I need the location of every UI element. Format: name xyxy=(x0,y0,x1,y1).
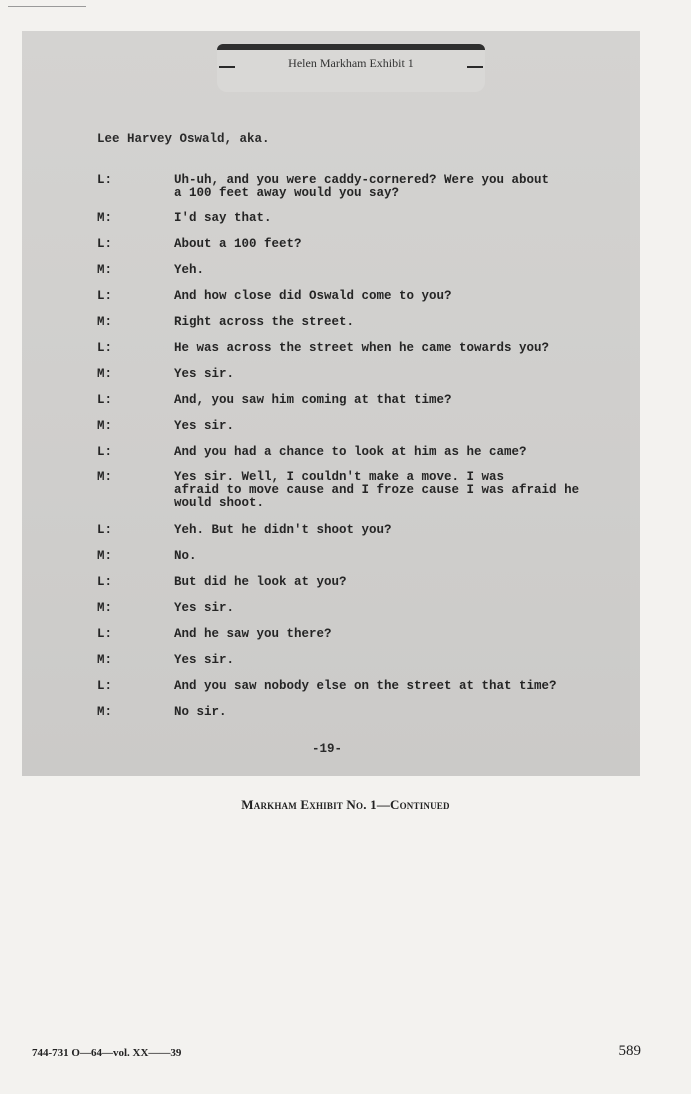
transcript-line: And he saw you there? xyxy=(174,627,332,641)
speaker-label: L: xyxy=(97,445,113,459)
transcript-line: Yes sir. xyxy=(174,601,235,615)
speaker-label: M: xyxy=(97,549,113,563)
speaker-label: M: xyxy=(97,263,113,277)
transcript-line: And you saw nobody else on the street at that time? xyxy=(174,679,557,693)
speaker-label: M: xyxy=(97,601,113,615)
transcript-line: Yes sir. Well, I couldn't make a move. I was afraid to move cause and I froze cause I was afraid he would shoot. xyxy=(174,470,580,510)
speaker-label: L: xyxy=(97,341,113,355)
speaker-label: M: xyxy=(97,653,113,667)
transcript-line: Yes sir. xyxy=(174,653,235,667)
transcript-line: And how close did Oswald come to you? xyxy=(174,289,452,303)
speaker-label: M: xyxy=(97,367,113,381)
exhibit-tab-border xyxy=(217,44,485,50)
transcript-line: Yeh. xyxy=(174,263,205,277)
document-page-number: -19- xyxy=(312,742,343,756)
transcript-line: He was across the street when he came towards you? xyxy=(174,341,550,355)
speaker-label: M: xyxy=(97,705,113,719)
transcript-line: And, you saw him coming at that time? xyxy=(174,393,452,407)
top-rule xyxy=(8,6,86,7)
footer-page-number: 589 xyxy=(618,1043,641,1059)
transcript-line: Yes sir. xyxy=(174,367,235,381)
transcript-line: About a 100 feet? xyxy=(174,237,302,251)
exhibit-title: Helen Markham Exhibit 1 xyxy=(288,56,414,70)
transcript-line: But did he look at you? xyxy=(174,575,347,589)
speaker-label: L: xyxy=(97,173,113,187)
speaker-label: L: xyxy=(97,289,113,303)
transcript-line: Right across the street. xyxy=(174,315,355,329)
exhibit-caption: Markham Exhibit No. 1—Continued xyxy=(241,797,450,812)
subject-line: Lee Harvey Oswald, aka. xyxy=(97,132,270,146)
speaker-label: L: xyxy=(97,575,113,589)
transcript-line: No. xyxy=(174,549,197,563)
speaker-label: M: xyxy=(97,419,113,433)
exhibit-tab xyxy=(217,44,485,92)
speaker-label: M: xyxy=(97,470,113,484)
speaker-label: L: xyxy=(97,679,113,693)
speaker-label: L: xyxy=(97,393,113,407)
scanned-document xyxy=(22,31,640,776)
speaker-label: M: xyxy=(97,315,113,329)
footer-volume-ref: 744-731 O—64—vol. XX——39 xyxy=(32,1047,182,1059)
exhibit-tab-dash-right xyxy=(467,66,483,68)
transcript-line: No sir. xyxy=(174,705,227,719)
transcript-line: Yes sir. xyxy=(174,419,235,433)
speaker-label: L: xyxy=(97,523,113,537)
transcript-line: Yeh. But he didn't shoot you? xyxy=(174,523,392,537)
transcript-line: I'd say that. xyxy=(174,211,272,225)
speaker-label: L: xyxy=(97,627,113,641)
transcript-line: And you had a chance to look at him as he came? xyxy=(174,445,527,459)
speaker-label: L: xyxy=(97,237,113,251)
speaker-label: M: xyxy=(97,211,113,225)
transcript-line: Uh-uh, and you were caddy-cornered? Were you about a 100 feet away would you say? xyxy=(174,173,550,200)
